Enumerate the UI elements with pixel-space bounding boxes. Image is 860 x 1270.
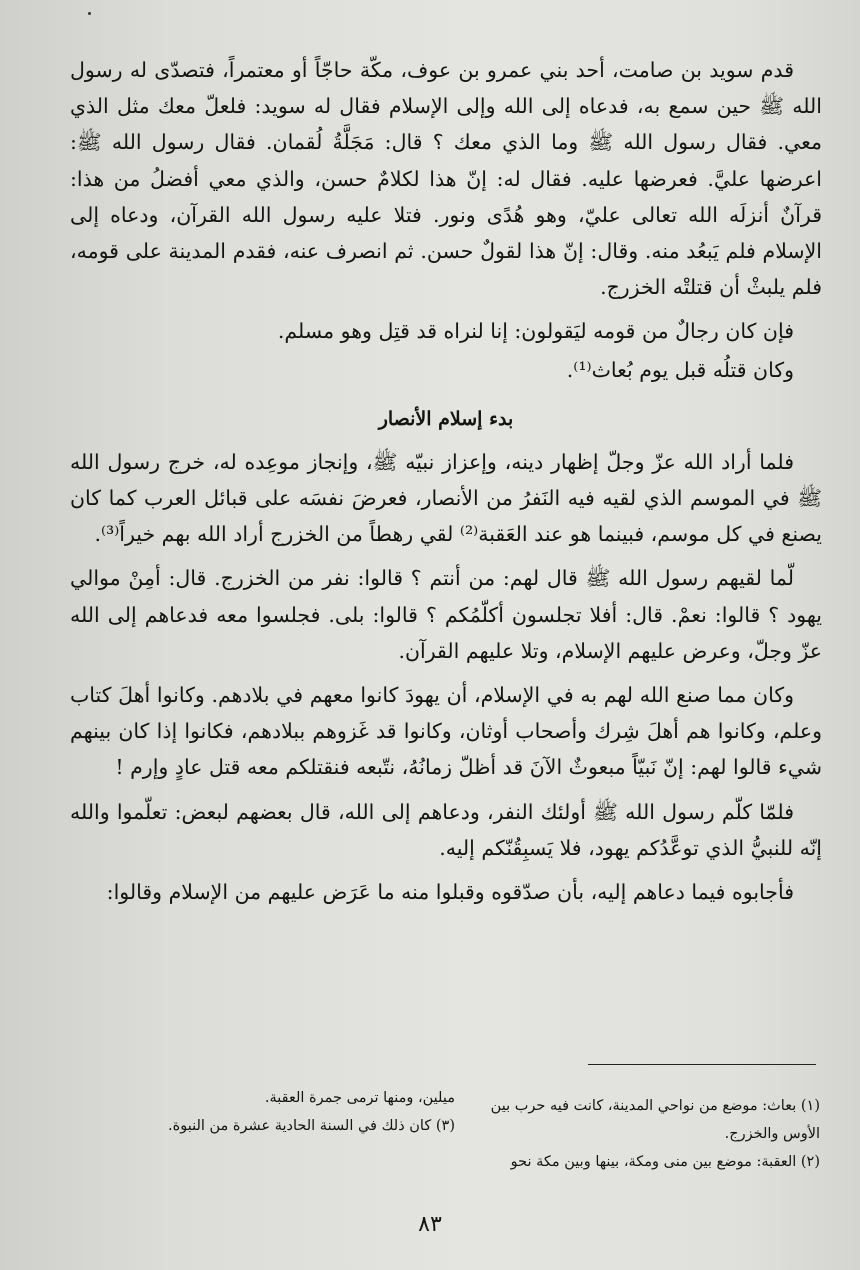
footnote-separator bbox=[588, 1064, 816, 1065]
paragraph-who-are-you: لّما لقيهم رسول الله ﷺ قال لهم: من أنتم ؟ قالوا: نفر من الخزرج. قال: أمِنْ موالي يهود ؟ قالوا: نعمْ. قال: أفلا تجلسون أكلّمُكم ؟ قالوا: بلى. فجلسوا معه فدعاهم إلى الله عزّ وجلّ، وعرض عليهم الإسلام، وتلا عليهم القرآن. bbox=[70, 566, 822, 663]
paragraph-suwayd: قدم سويد بن صامت، أحد بني عمرو بن عوف، مكّة حاجّاً أو معتمراً، فتصدّى له رسول الله ﷺ حين سمع به، فدعاه إلى الله وإلى الإسلام فقال له سويد: فلعلّ معك مثل الذي معي. فقال رسول الله ﷺ وما الذي معك ؟ قال: مَجَلَّةُ لُقمان. فقال رسول الله ﷺ: اعرضها عليَّ. فعرضها عليه. فقال له: إنّ هذا لكلامٌ حسن، والذي معي أفضلُ من هذا: قرآنٌ أنزلَه الله تعالى عليّ، وهو هُدًى ونور. فتلا عليه رسول الله القرآن، ودعاه إلى الإسلام فلم يَبعُد منه. وقال: إنّ هذا لقولٌ حسن. ثم انصرف عنه، فقدم المدينة على قومه، فلم يلبثْ أن قتلتْه الخزرج. bbox=[70, 58, 822, 300]
footnote-2: (٢) العقبة: موضع بين منى ومكة، بينها وبين مكة نحو bbox=[510, 1154, 820, 1170]
paragraph-men-of-his-people: فإن كان رجالٌ من قومه ليَقولون: إنا لنراه قد قتِل وهو مسلم. bbox=[277, 319, 794, 344]
footnotes-right-column bbox=[470, 1092, 820, 1176]
footnote-1: (١) بعاث: موضع من نواحي المدينة، كانت فيه حرب بين الأوس والخزرج. bbox=[490, 1098, 820, 1142]
paragraph-know-ye: فلمّا كلّم رسول الله ﷺ أولئك النفر، ودعاهم إلى الله، قال بعضهم لبعض: تعلّموا والله إنّه للنبيُّ الذي توعَّدُكم يهود، فلا يَسبِقُنّكم إليه. bbox=[70, 799, 822, 860]
footnotes-left-column bbox=[150, 1084, 455, 1140]
paragraph-they-answered: فأجابوه فيما دعاهم إليه، بأن صدّقوه وقبلوا منه ما عَرَض عليهم من الإسلام وقالوا: bbox=[106, 880, 794, 905]
main-text bbox=[70, 52, 822, 918]
paragraph-death-before-buath: وكان قتلُه قبل يوم بُعاث⁽¹⁾. bbox=[566, 357, 794, 382]
page-number: ٨٣ bbox=[418, 1212, 442, 1237]
footnote-2-continued: ميلين، ومنها ترمى جمرة العقبة. bbox=[264, 1090, 455, 1106]
paragraph-jews-in-their-land: وكان مما صنع الله لهم به في الإسلام، أن يهودَ كانوا معهم في بلادهم. وكانوا أهلَ كتاب وعلم، وكانوا هم أهلَ شِرك وأصحاب أوثان، وكانوا قد غَزوهم ببلادهم، فكانوا إذا كان بينهم شيء قالوا لهم: إنّ نَبيّاً مبعوثٌ الآنَ قد أظلّ زمانُهُ، نتّبعه فنقتلكم معه قتل عادٍ وإرم ! bbox=[70, 683, 822, 780]
ink-dot bbox=[88, 12, 91, 15]
footnote-3: (٣) كان ذلك في السنة الحادية عشرة من النبوة. bbox=[168, 1118, 455, 1134]
section-heading: بدء إسلام الأنصار bbox=[378, 407, 514, 430]
paragraph-meeting-ansar: فلما أراد الله عزّ وجلّ إظهار دينه، وإعزاز نبيّه ﷺ، وإنجاز موعِده له، خرج رسول الله ﷺ في الموسم الذي لقيه فيه النَفرُ من الأنصار، فعرضَ نفسَه على قبائل العرب كما كان يصنع في كل موسم، فبينما هو عند العَقبة⁽²⁾ لقي رهطاً من الخزرج أراد الله بهم خيراً⁽³⁾. bbox=[70, 449, 822, 547]
